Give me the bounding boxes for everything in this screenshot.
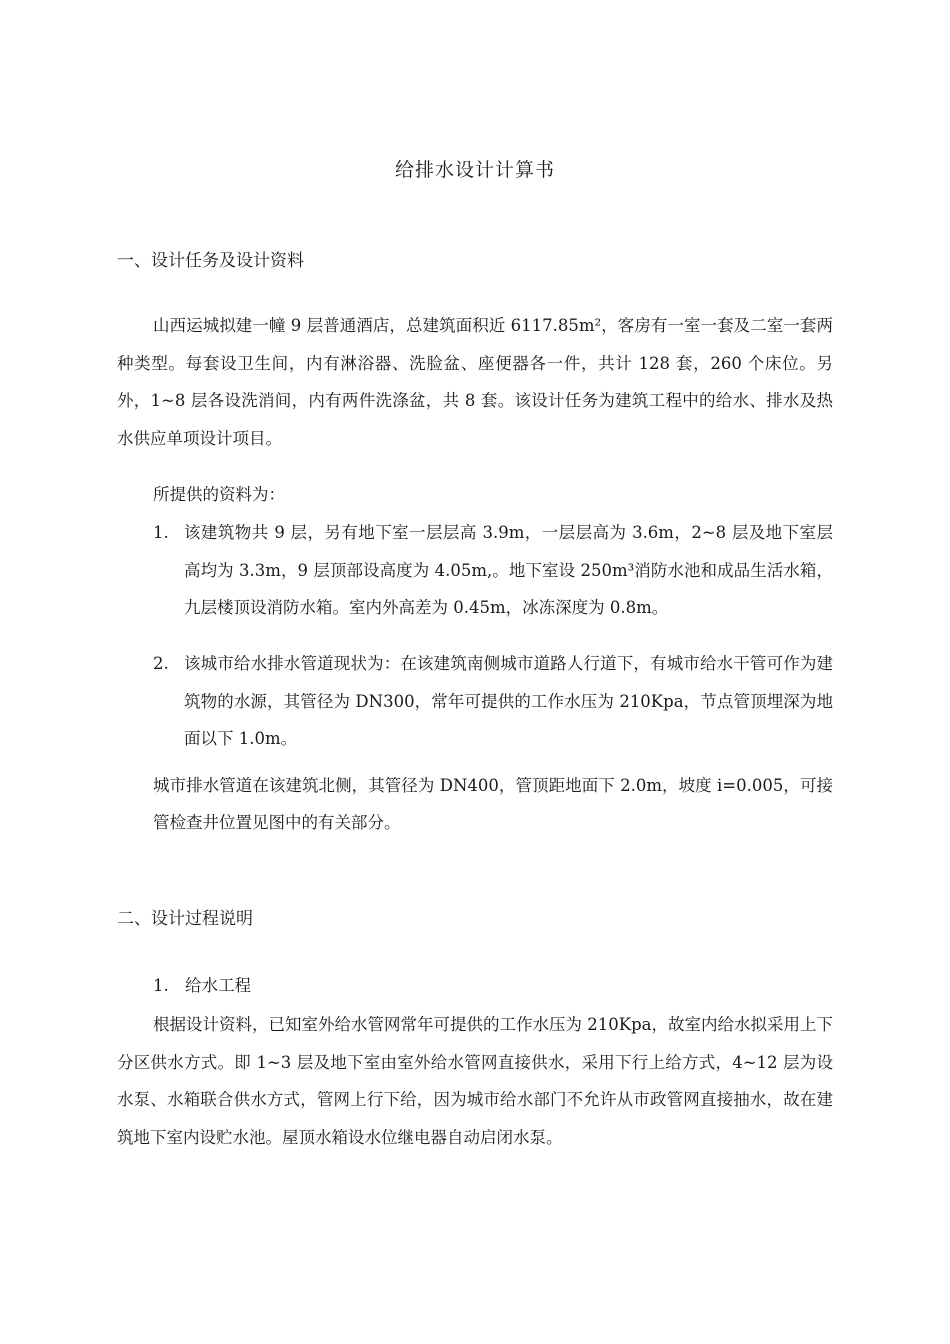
subsection-title: 给水工程 xyxy=(185,976,251,995)
section-heading-1: 一、设计任务及设计资料 xyxy=(117,251,304,271)
list-number: 2. xyxy=(153,654,169,673)
section1-paragraph-3: 城市排水管道在该建筑北侧，其管径为 DN400，管顶距地面下 2.0m，坡度 i=0.005，可接管检查井位置见图中的有关部分。 xyxy=(153,776,833,832)
list-item-text: 该建筑物共 9 层，另有地下室一层层高 3.9m，一层层高为 3.6m，2~8 层及地下室层高均为 3.3m，9 层顶部设高度为 4.05m,。地下室设 250m³消防水池和成品生活水箱，九层楼顶设消防水箱。室内外高差为 0.45m，冰冻深度为 0.8m。 xyxy=(184,523,833,617)
list-number: 1. xyxy=(153,523,169,542)
section-heading-2: 二、设计过程说明 xyxy=(117,909,253,929)
section1-paragraph-2: 所提供的资料为： xyxy=(153,485,285,504)
section2-paragraph-1: 根据设计资料，已知室外给水管网常年可提供的工作水压为 210Kpa，故室内给水拟采用上下分区供水方式。即 1~3 层及地下室由室外给水管网直接供水，采用下行上给方式，4~12 层为设水泵、水箱联合供水方式，管网上行下给，因为城市给水部门不允许从市政管网直接抽水，故在建筑地下室内设贮水池。屋顶水箱设水位继电器自动启闭水泵。 xyxy=(117,1015,833,1147)
page-title: 给排水设计计算书 xyxy=(394,159,555,181)
subsection-number: 1. xyxy=(153,976,169,995)
subsection-heading xyxy=(153,972,251,996)
list-item-1 xyxy=(153,514,833,627)
list-item-2 xyxy=(153,645,833,758)
list-item-text: 该城市给水排水管道现状为：在该建筑南侧城市道路人行道下，有城市给水干管可作为建筑物的水源，其管径为 DN300，常年可提供的工作水压为 210Kpa，节点管顶埋深为地面以下 1.0m。 xyxy=(184,654,833,748)
section1-paragraph-1: 山西运城拟建一幢 9 层普通酒店，总建筑面积近 6117.85m²，客房有一室一套及二室一套两种类型。每套设卫生间，内有淋浴器、洗脸盆、座便器各一件，共计 128 套，260 个床位。另外，1~8 层各设洗消间，内有两件洗涤盆，共 8 套。该设计任务为建筑工程中的给水、排水及热水供应单项设计项目。 xyxy=(117,316,833,448)
